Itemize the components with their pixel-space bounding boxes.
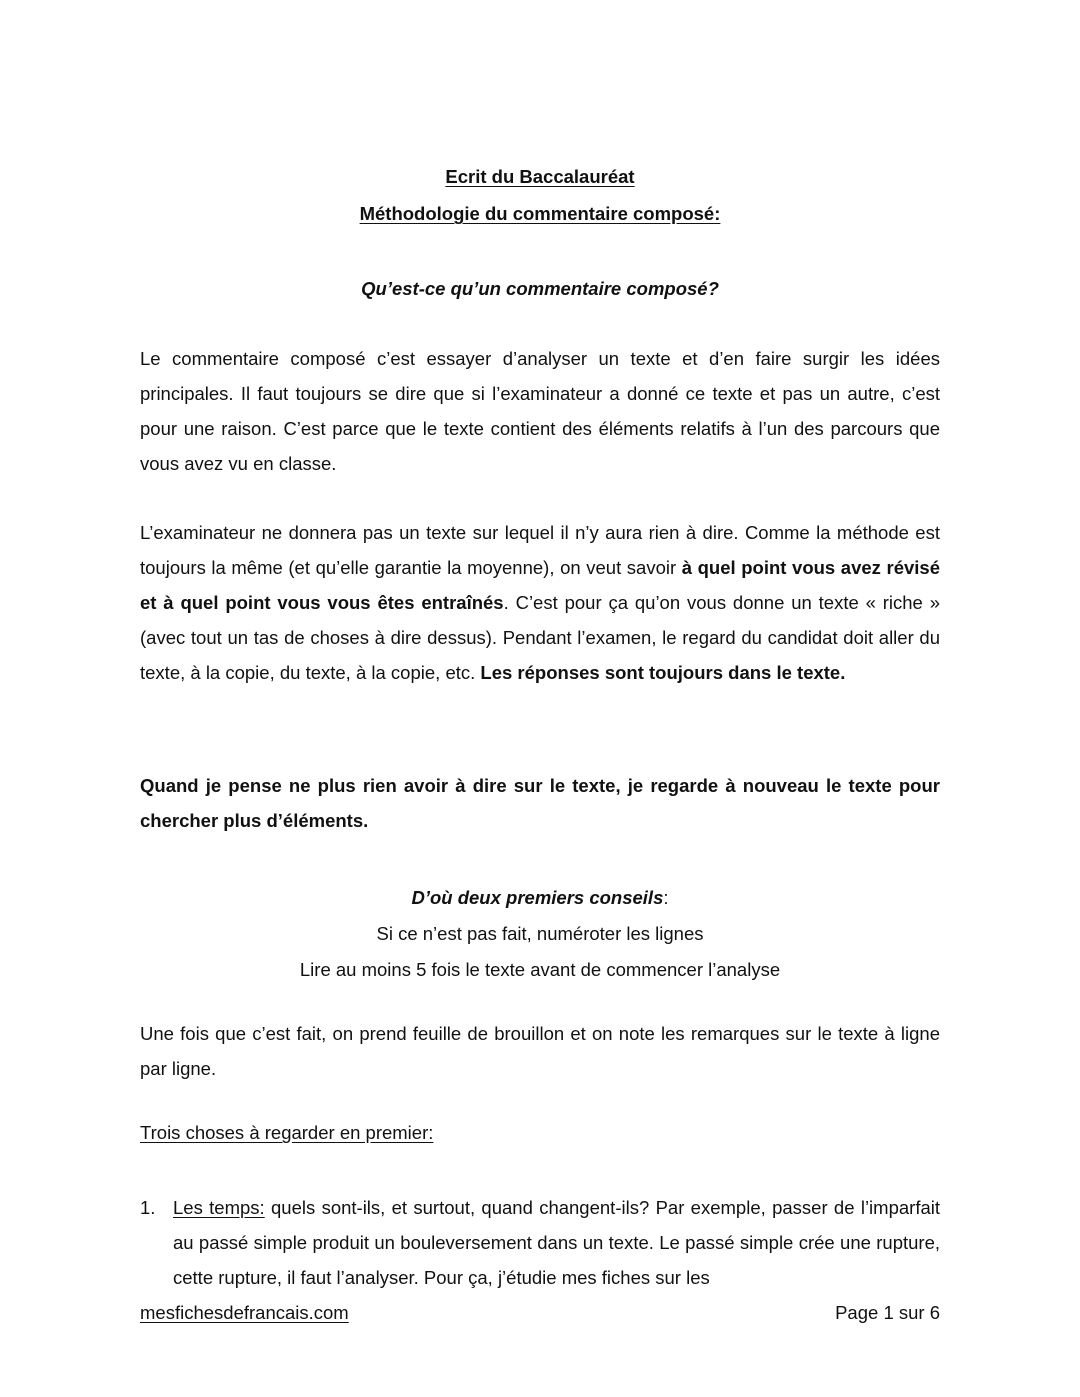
paragraph-examiner-bold-1: à quel point vous avez révisé et à quel point vous vous êtes entraînés (140, 557, 940, 613)
site-link[interactable]: mesfichesdefrancais.com (140, 1302, 349, 1323)
list-item-number: 1. (140, 1197, 156, 1218)
advice-heading-text: D’où deux premiers conseils (411, 887, 664, 908)
list-item-text: quels sont-ils, et surtout, quand changent-ils? Par exemple, passer de l’imparfait au passé simple produit un bouleversement dans un texte. Le passé simple crée une rupture, cette rupture, il faut l’analyser. Pour ça, j’étudie mes fiches sur les (173, 1197, 940, 1288)
paragraph-examiner (140, 515, 940, 690)
document-title: Ecrit du Baccalauréat (445, 166, 635, 187)
advice-heading-suffix: : (663, 887, 669, 908)
document-subtitle: Qu’est-ce qu’un commentaire composé? (361, 278, 719, 299)
list-item-label: Les temps: (173, 1197, 265, 1218)
advice-block (140, 880, 940, 988)
page-indicator: Page 1 sur 6 (835, 1302, 940, 1323)
advice-item: Si ce n’est pas fait, numéroter les lignes (376, 923, 704, 944)
page-footer (140, 1302, 940, 1324)
list-item (140, 1190, 940, 1295)
advice-item: Lire au moins 5 fois le texte avant de commencer l’analyse (299, 959, 781, 980)
numbered-list (140, 1190, 940, 1295)
advice-heading (140, 880, 940, 916)
section-heading: Trois choses à regarder en premier: (140, 1122, 434, 1143)
paragraph-draft: Une fois que c’est fait, on prend feuille de brouillon et on note les remarques sur le texte à ligne par ligne. (140, 1023, 940, 1079)
paragraph-examiner-text-2: . C’est pour ça qu’on vous donne un texte « riche » (avec tout un tas de choses à dire dessus). Pendant l’examen, le regard du candidat doit aller du texte, à la copie, du texte, à la copie, etc. (140, 592, 940, 683)
paragraph-intro: Le commentaire composé c’est essayer d’analyser un texte et d’en faire surgir les idées principales. Il faut toujours se dire que si l’examinateur a donné ce texte et pas un autre, c’est pour une raison. C’est parce que le texte contient des éléments relatifs à l’un des parcours que vous avez vu en classe. (140, 348, 940, 474)
paragraph-key-advice: Quand je pense ne plus rien avoir à dire sur le texte, je regarde à nouveau le texte pour chercher plus d’éléments. (140, 775, 940, 831)
paragraph-examiner-text-1: L’examinateur ne donnera pas un texte sur lequel il n’y aura rien à dire. Comme la méthode est toujours la même (et qu’elle garantie la moyenne), on veut savoir (140, 522, 940, 578)
paragraph-examiner-bold-2: Les réponses sont toujours dans le texte. (480, 662, 846, 683)
document-heading: Méthodologie du commentaire composé: (359, 203, 721, 224)
